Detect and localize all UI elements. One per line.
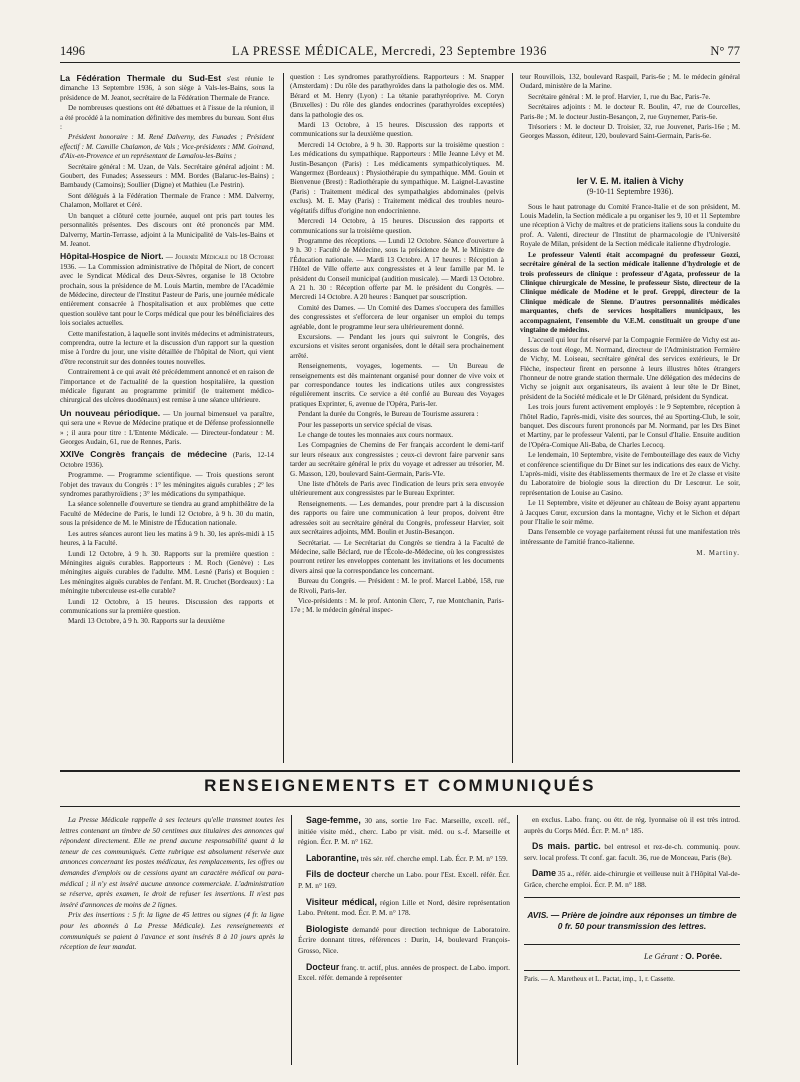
- paragraph: Mardi 13 Octobre, à 15 heures. Discussion des rapports et communications sur la deuxième question.: [290, 121, 504, 139]
- paragraph: Président honoraire : M. René Dalverny, des Funades ; Président effectif : M. Camille Chalamon, de Vals ; Vice-présidents : MM. Goirand, d'Aix-en-Provence et un représentant de Lamalou-les-Bains ;: [60, 133, 274, 161]
- paragraph: Bureau du Congrès. — Président : M. le prof. Marcel Labbé, 158, rue de Rivoli, Paris-Ier.: [290, 577, 504, 595]
- paragraph: Sont délégués à la Fédération Thermale de France : MM. Dalverny, Chalamon, Mollaret et Céré.: [60, 191, 274, 210]
- ad-item: Ds mais. partic. bel entresol et rez-de-ch. communiq. pouv. serv. local profess. Tt conf. gar. facult. 36, rue de Monceau, Paris (8e).: [524, 841, 740, 862]
- paragraph: Lundi 12 Octobre, à 9 h. 30. Rapports sur la première question : Méningites aiguës curables. Rapporteurs : M. Roch (Genève) : Les méningites aiguës curables de l'adulte. MM. Lesné (Paris) et Boquien : Les méningites aiguës curables de l'enfant. M. R. Cruchet (Bordeaux) : La méningite tuberculeuse est-elle curable?: [60, 549, 274, 596]
- issue-number: N° 77: [710, 44, 740, 58]
- gerant-box: [524, 945, 740, 972]
- paragraph: Lundi 12 Octobre, à 15 heures. Discussion des rapports et communications sur la première question.: [60, 597, 274, 615]
- paragraph: Un banquet a clôturé cette journée, auquel ont pris part toutes les personnalités présentes. Des discours ont été prononcés par MM. Dalverny, Martin-Terrasse, adjoint à la Municipalité de Vals-les-Bains et M. Jeanot.: [60, 211, 274, 248]
- paragraph: Cette manifestation, à laquelle sont invités médecins et administrateurs, comprendra, outre la lecture et la discussion d'un rapport sur la question mise à l'ordre du jour, une visite détaillée de l'hôpital de Niort, qui vient d'être reconstruit sur des données toutes nouvelles.: [60, 329, 274, 366]
- ad-item: Biologiste demandé pour direction technique de Laboratoire. Écrire donnant titres, références : Durin, 14, boulevard François-Grosso, Nice.: [298, 923, 510, 955]
- column-divider: [291, 815, 292, 1065]
- paragraph: Programme. — Programme scientifique. — Trois questions seront l'objet des travaux du Congrès : 1° les méningites aiguës curables ; 2° les syndromes parathyroïdiens ; 3° les médications du sympathique.: [60, 471, 274, 499]
- ad-item: Docteur franç. tr. actif, plus. années de prospect. de Labo. import. Excel. référ. demande à représenter: [298, 961, 510, 983]
- vem-dates: (9-10-11 Septembre 1936).: [586, 187, 674, 197]
- paragraph: Vice-présidents : M. le prof. Antonin Clerc, 7, rue Montchanin, Paris-17e ; M. le médecin général inspec-: [290, 596, 504, 615]
- paragraph: Pendant la durée du Congrès, le Bureau de Tourisme assurera :: [298, 410, 479, 419]
- paragraph: Contrairement à ce qui avait été précédemment annoncé et en raison de l'importance et de l'actualité de la question hospitalière, la question médicale figurant au programme primitif (le traitement médico-chirurgical des ulcères duodénaux) est remise à une séance ultérieure.: [60, 368, 274, 405]
- ad-item: Laborantine, très sér. réf. cherche empl. Lab. Écr. P. M. n° 159.: [306, 852, 508, 863]
- ads-intro: La Presse Médicale rappelle à ses lecteurs qu'elle transmet toutes les lettres contenant un timbre de 50 centimes aux titulaires des annonces qui répondent directement. Elle ne prend aucune responsabilité quant à la teneur de ces communiqués. Cette rubrique est absolument réservée aux annonces concernant les postes médicaux, les remplacements, les offres ou demandes d'emplois ou de cessions ayant un caractère médical ou para-médical ; il n'y est inséré aucune annonce commerciale. L'administration se réserve, après examen, le droit de refuser les insertions. Il n'est pas inséré d'annonces de moins de 2 lignes.: [60, 815, 284, 909]
- paragraph: La séance solennelle d'ouverture se tiendra au grand amphithéâtre de la Faculté de Médecine de Paris, le lundi 12 Octobre, à 9 h. 30 du matin, sous la présidence de M. le Ministre de l'Éducation nationale.: [60, 500, 274, 528]
- column-3: [520, 73, 740, 763]
- ads-prices: Prix des insertions : 5 fr. la ligne de 45 lettres ou signes (4 fr. la ligne pour les abonnés à La Presse Médicale). Les renseignements et communiqués se paient à l'avance et sont insérés 8 à 10 jours après la réception de leur mandat.: [60, 910, 284, 952]
- imprint: Paris. — A. Maretheux et L. Pactat, imp., 1, r. Cassette.: [524, 976, 675, 984]
- paragraph: Comité des Dames. — Un Comité des Dames s'occupera des familles des congressistes et s'efforcera de leur organiser un emploi du temps agréable, dont le programme leur sera ultérieurement donné.: [290, 303, 504, 331]
- signature: M. Martiny.: [696, 550, 740, 558]
- ads-column-1: [60, 815, 284, 1065]
- column-divider: [512, 73, 513, 763]
- article-niort: Hôpital-Hospice de Niort. — Journée Médicale du 18 Octobre 1936. — La Commission administrative de l'hôpital de Niort, de concert avec le Syndicat Médical des Deux-Sèvres, organise le 18 Octobre prochain, sous la présidence de M. Louis Martin, membre de l'Académie de Médecine, directeur de l'Institut Pasteur de Paris, une journée médicale entièrement consacrée à l'hospitalisation et aux problèmes que cette question soulève tant pour le Corps médical que pour les bénéficiaires des lois sociales actuelles.: [60, 251, 274, 328]
- gerant: Le Gérant : O. Porée.: [644, 950, 722, 961]
- paragraph: Sous le haut patronage du Comité France-Italie et de son président, M. Louis Madelin, la Section médicale a pu organiser les 9, 10 et 11 Septembre une réception à Vichy de maîtres et de praticiens italiens sous la conduite du prof. A. Valenti, directeur de l'Institut de pharmacologie de l'Université Royale de Milan, président de la Section médicale italienne d'hydrologie.: [520, 202, 740, 249]
- paragraph: Le lendemain, 10 Septembre, visite de l'embouteillage des eaux de Vichy et conférence scientifique du Dr Binet sur les indications des eaux de Vichy. L'après-midi, visite des établissements thermaux de 1re et 2e classe et visite du Laboratoire de biologie sous la direction du Dr Lescœur. Le soir, représentation de Louise au Casino.: [520, 451, 740, 497]
- journal-title: LA PRESSE MÉDICALE, Mercredi, 23 Septembre 1936: [232, 44, 547, 58]
- ad-item: Visiteur médical, région Lille et Nord, désire représentation Labo. Prétent. mod. Écr. P. M. n° 178.: [298, 896, 510, 918]
- ad-item: Sage-femme, 30 ans, sortie 1re Fac. Marseille, excell. réf., initiée visite méd., cherc. Labo pr visit. méd. ou s.-f. Marseille et région. Écr. P. M. n° 162.: [298, 815, 510, 847]
- paragraph: teur Rouvillois, 132, boulevard Raspail, Paris-6e ; M. le médecin général Oudard, ministère de la Marine.: [520, 73, 740, 91]
- paragraph: Le 11 Septembre, visite et déjeuner au château de Boisy ayant appartenu à Jacques Cœur, excursion dans la montagne, Vichy et le Sichon et départ pour l'Italie le soir même.: [520, 499, 740, 527]
- column-2: [290, 73, 504, 763]
- paragraph: De nombreuses questions ont été débattues et à l'issue de la réunion, il a été procédé à la nomination définitive des membres du bureau. Sont élus :: [60, 104, 274, 132]
- paragraph: Mardi 13 Octobre, à 9 h. 30. Rapports sur la deuxième: [68, 617, 225, 626]
- paragraph: Les autres séances auront lieu les matins à 9 h. 30, les après-midi à 15 heures, à la Faculté.: [60, 529, 274, 548]
- column-1: [60, 73, 274, 763]
- paragraph: Secrétariat. — Le Secrétariat du Congrès se tiendra à la Faculté de Médecine, salle Béclard, rue de l'École-de-Médecine, où les congressistes pourront retirer les enveloppes contenant les invitations et les documents divers ainsi que la correspondance les concernant.: [290, 538, 504, 575]
- paragraph: Secrétaires adjoints : M. le docteur R. Boulin, 47, rue de Courcelles, Paris-8e ; M. le docteur Justin-Besançon, 2, rue Guynemer, Paris-6e.: [520, 103, 740, 121]
- paragraph: Pour les passeports un service spécial de visas.: [298, 420, 433, 429]
- paragraph: L'accueil qui leur fut réservé par la Compagnie Fermière de Vichy est au-dessus de tout éloge, M. Normand, directeur de l'Administration Fermière de Vichy, M. Loiseau, secrétaire général des services extérieurs, le Dr Flèche, inspecteur firent en personne à leurs illustres hôtes étrangers l'honneur de notre grande station thermale. Une délégation des médecins de Vichy se joignit aux organisateurs, ils avaient à leur tête le Dr Binet, président de la Société médicale et le Dr Glénard, président du Syndicat.: [520, 336, 740, 401]
- section-rule-top: [60, 770, 740, 772]
- column-divider: [283, 73, 284, 763]
- article-periodique: Un nouveau périodique. — Un journal bimensuel va paraître, qui sera une « Revue de Médecine pratique et de Défense professionnelle » ; il aura pour titre : L'Entente Médicale. — Directeur-fondateur : M. Georges Audain, 61, rue de Rennes, Paris.: [60, 407, 274, 447]
- paragraph: Trésoriers : M. le docteur D. Troisier, 32, rue Jouvenet, Paris-16e ; M. Georges Masson, éditeur, 120, boulevard Saint-Germain, Paris-6e.: [520, 123, 740, 141]
- column-divider: [517, 815, 518, 1065]
- heading-periodique: Un nouveau périodique.: [60, 407, 161, 418]
- page-number: 1496: [60, 44, 85, 58]
- heading-congres: XXIVe Congrès français de médecine: [60, 449, 228, 460]
- ads-column-2: [298, 815, 510, 1065]
- header-rule: [60, 62, 740, 63]
- section-title: RENSEIGNEMENTS ET COMMUNIQUÉS: [204, 776, 596, 795]
- paragraph: Renseignements, voyages, logements. — Un Bureau de renseignements est dès maintenant organisé pour donner de vive voix et par correspondance toutes les indications utiles aux congressistes régulièrement inscrits. Ce service a été confié au Bureau des Voyages pratiques Exprinter, 6, avenue de l'Opéra, Paris-Ier.: [290, 362, 504, 408]
- heading-vem: Ier V. E. M. italien à Vichy: [576, 175, 684, 186]
- heading-niort: Hôpital-Hospice de Niort.: [60, 251, 164, 262]
- article-congres: XXIVe Congrès français de médecine (Paris, 12-14 Octobre 1936).: [60, 449, 274, 469]
- paragraph: Les trois jours furent activement employés : le 9 Septembre, réception à l'hôtel Radio, l'après-midi, visite des sources, thé au Sporting-Club, le soir, banquet. Des discours furent prononcés par M. Normand, par les Drs Binet et Martiny, par le professeur Valenti, par le Consul d'Italie. Ensuite audition de l'Opéra-Comique Ali-Baba, de Charles Lecocq.: [520, 403, 740, 449]
- paragraph: Renseignements. — Les demandes, pour prendre part à la discussion des rapports ou faire une communication à leur propos, doivent être adressées soit au secrétaire général du Congrès, professeur Harvier, soit aux secrétaires adjoints, MM. Boulin et Justin-Besançon.: [290, 499, 504, 537]
- ad-item: Fils de docteur cherche un Labo. pour l'Est. Excell. référ. Écr. P. M. n° 169.: [298, 869, 510, 890]
- paragraph: question : Les syndromes parathyroïdiens. Rapporteurs : M. Snapper (Amsterdam) : Du rôle des parathyroïdes dans la pathologie des os. MM. Bérard et M. Henry (Lyon) : La tétanie parathyréoprive. M. Coryn (Bruxelles) : Du rôle des glandes endocrines (parathyroïdes exceptées) dans la pathologie des os.: [290, 73, 504, 119]
- paragraph: Secrétaire général : M. Uzan, de Vals. Secrétaire général adjoint : M. Goubert, des Funades; Assesseurs : MM. Bordes (Balaruc-les-Bains) ; Bambaudy (Camoins); Soullier (Digne) et Mathieu (Le Pestrin).: [60, 162, 274, 190]
- section-rule-bottom: [60, 806, 740, 807]
- paragraph: Dans l'ensemble ce voyage parfaitement réussi fut une manifestation très intéressante de l'amitié franco-italienne.: [520, 528, 740, 546]
- paragraph: Mercredi 14 Octobre, à 15 heures. Discussion des rapports et communications sur la troisième question.: [290, 217, 504, 235]
- article-federation: La Fédération Thermale du Sud-Est s'est réunie le dimanche 13 Septembre 1936, à son siège à Vals-les-Bains, sous la présidence de M. Jeanot, secrétaire de la Fédération Thermale de France.: [60, 73, 274, 102]
- paragraph: Le professeur Valenti était accompagné du professeur Gozzi, secrétaire général de la section médicale italienne d'hydrologie et de trois professeurs de clinique : professeur d'Agata, professeur de la Clinique chirurgicale de Messine, le professeur Sisto, directeur de la Clinique médicale de Modène et le prof. Greppi, directeur de la Clinique médicale de Sienne. D'autres personnalités médicales marquantes, chefs de services hospitaliers municipaux, les accompagnaient, l'ensemble du V.E.M. constituait un groupe d'une vingtaine de médecins.: [520, 250, 740, 334]
- paragraph: Programme des réceptions. — Lundi 12 Octobre. Séance d'ouverture à 9 h. 30 : Faculté de Médecine, sous la présidence de M. le Ministre de l'Éducation nationale. — Mardi 13 Octobre. A 17 heures : Réception à l'Hôtel de Ville offerte aux congressistes et à leur famille par M. le président du Conseil municipal (audition musicale). — Mardi 13 Octobre. A 21 h. 30 : Réception offerte par M. le président du Congrès. — Mercredi 14 Octobre. A 20 heures : Banquet par souscription.: [290, 236, 504, 302]
- paragraph: Excursions. — Pendant les jours qui suivront le Congrès, des excursions et visites seront organisées, dont le détail sera prochainement arrêté.: [290, 332, 504, 360]
- spacer: [520, 143, 740, 173]
- avis-box: [524, 897, 740, 945]
- avis-notice: AVIS. — Prière de joindre aux réponses un timbre de 0 fr. 50 pour transmission des lettres.: [527, 909, 737, 931]
- ad-item: Dame 35 a., référ. aide-chirurgie et veilleuse nuit à l'Hôpital Val-de-Grâce, cherche emploi. Écr. P. M. n° 188.: [524, 868, 740, 889]
- paragraph: Une liste d'hôtels de Paris avec l'indication de leurs prix sera envoyée ultérieurement aux congressistes par le Bureau Exprinter.: [290, 480, 504, 498]
- paragraph: Secrétaire général : M. le prof. Harvier, 1, rue du Bac, Paris-7e.: [528, 92, 711, 101]
- ad-continuation: en exclus. Labo. franç. ou étr. de rég. lyonnaise où il est très introd. auprès du Corps Méd. Écr. P. M. n° 185.: [524, 815, 740, 835]
- heading-federation: La Fédération Thermale du Sud-Est: [60, 73, 222, 83]
- paragraph: Le change de toutes les monnaies aux cours normaux.: [298, 431, 454, 440]
- paragraph: Mercredi 14 Octobre, à 9 h. 30. Rapports sur la troisième question : Les médications du sympathique. Rapporteurs : Mlle Jeanne Lévy et M. Justin-Besançon (Paris) : Les médicaments sympathicolytiques. M. Wangermez (Bordeaux) : Physiothérapie du sympathique. MM. Gouin et Bienvenue (Brest) : Radiothérapie du sympathique. M. Laignel-Lavastine (Paris) : Traitement médical des sympathalgies abdominales (pelvis exclus). M. E. May (Paris) : Traitement médical des troubles neuro-végétatifs diffus d'origine non endocrinienne.: [290, 140, 504, 215]
- paragraph: Les Compagnies de Chemins de Fer français accordent le demi-tarif sur leurs réseaux aux congressistes ; ceux-ci devront faire parvenir sans tarder au secrétaire général le prix du voyage et adresser au trésorier, M. G. Masson, 120, boulevard Saint-Germain, Paris-VIe.: [290, 441, 504, 478]
- running-header: [60, 44, 740, 60]
- ads-column-3: [524, 815, 740, 1065]
